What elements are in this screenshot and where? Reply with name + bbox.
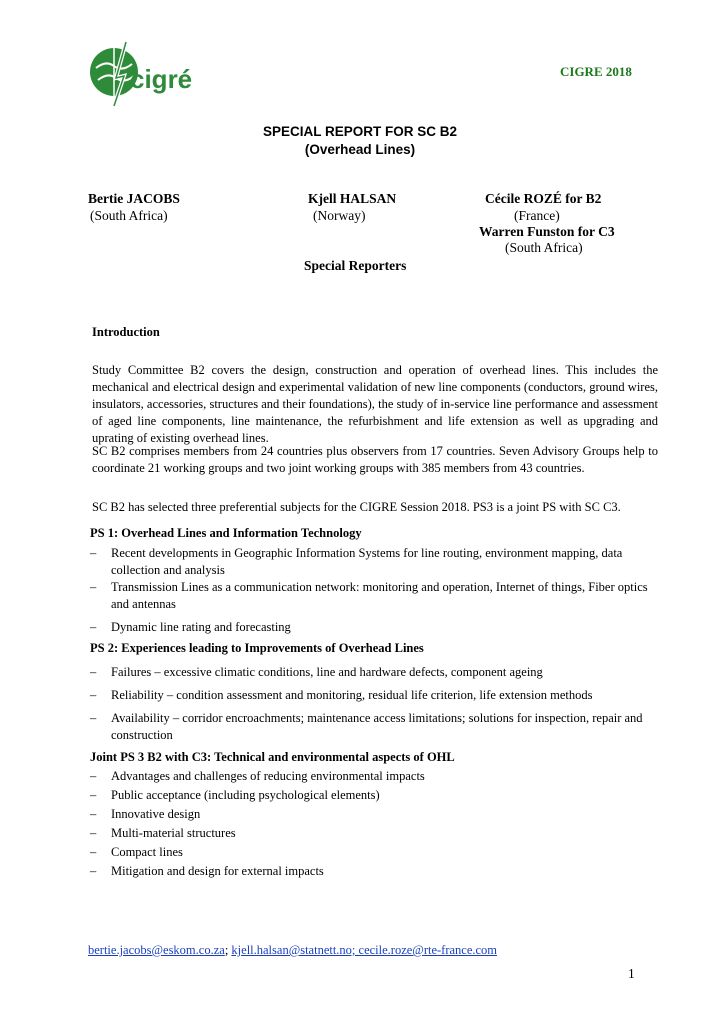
list-item: – Advantages and challenges of reducing environmental impacts xyxy=(90,767,660,786)
special-reporters-label: Special Reporters xyxy=(304,258,407,273)
ps2-heading: PS 2: Experiences leading to Improvements of Overhead Lines xyxy=(90,641,424,655)
list-item: – Public acceptance (including psychological elements) xyxy=(90,786,660,805)
author-country: (South Africa) xyxy=(505,240,583,255)
email-link[interactable]: kjell.halsan@statnett.no; cecile.roze@rte-france.com xyxy=(231,943,498,957)
list-item: – Mitigation and design for external impacts xyxy=(90,862,660,881)
list-item: – Compact lines xyxy=(90,843,660,862)
email-separator: ; xyxy=(224,943,229,957)
author-country: (France) xyxy=(514,208,560,223)
report-title: SPECIAL REPORT FOR SC B2 xyxy=(262,124,458,139)
dash-icon: – xyxy=(90,711,97,725)
cigre-year-label: CIGRE 2018 xyxy=(560,64,632,79)
dash-icon: – xyxy=(90,580,97,594)
list-item: – Recent developments in Geographic Information Systems for line routing, environment mapping, data collection and analysis xyxy=(90,546,623,577)
cigre-logo xyxy=(86,38,196,110)
author-name: Cécile ROZÉ for B2 xyxy=(485,191,602,206)
dash-icon: – xyxy=(90,769,97,783)
email-link[interactable]: bertie.jacobs@eskom.co.za xyxy=(88,943,225,957)
ps1-heading: PS 1: Overhead Lines and Information Technology xyxy=(90,526,362,540)
dash-icon: – xyxy=(90,546,97,560)
dash-icon: – xyxy=(90,807,97,821)
ps3-list xyxy=(90,767,660,881)
intro-heading: Introduction xyxy=(92,325,160,339)
report-subtitle: (Overhead Lines) xyxy=(304,142,416,157)
dash-icon: – xyxy=(90,788,97,802)
dash-icon: – xyxy=(90,665,97,679)
page-number: 1 xyxy=(628,966,635,981)
intro-paragraph: SC B2 has selected three preferential subjects for the CIGRE Session 2018. PS3 is a joint PS with SC C3. xyxy=(92,500,621,514)
list-item: – Dynamic line rating and forecasting xyxy=(90,620,291,634)
author-country: (Norway) xyxy=(313,208,366,223)
dash-icon: – xyxy=(90,845,97,859)
intro-paragraph: SC B2 comprises members from 24 countries plus observers from 17 countries. Seven Advisory Groups help to coordinate 21 working groups and two joint working groups with 385 members from 43 countries. xyxy=(92,444,658,475)
author-name: Kjell HALSAN xyxy=(308,191,397,206)
list-item: – Innovative design xyxy=(90,805,660,824)
dash-icon: – xyxy=(90,826,97,840)
list-item: – Multi-material structures xyxy=(90,824,660,843)
author-name: Warren Funston for C3 xyxy=(479,224,615,239)
logo-text: cigré xyxy=(130,64,193,94)
author-name: Bertie JACOBS xyxy=(88,191,180,206)
list-item: – Availability – corridor encroachments; maintenance access limitations; solutions for inspection, repair and construction xyxy=(90,711,643,742)
dash-icon: – xyxy=(90,688,97,702)
list-item: – Reliability – condition assessment and monitoring, residual life criterion, life extension methods xyxy=(90,688,593,702)
author-country: (South Africa) xyxy=(90,208,168,223)
cigre-logo-icon xyxy=(86,38,196,110)
ps2-list xyxy=(90,664,660,744)
list-item: – Failures – excessive climatic conditions, line and hardware defects, component ageing xyxy=(90,665,543,679)
ps3-heading: Joint PS 3 B2 with C3: Technical and environmental aspects of OHL xyxy=(90,750,455,764)
ps1-list xyxy=(90,545,660,636)
list-item: – Transmission Lines as a communication network: monitoring and operation, Internet of things, Fiber optics and antennas xyxy=(90,580,648,611)
footer-contacts xyxy=(88,943,497,958)
dash-icon: – xyxy=(90,864,97,878)
dash-icon: – xyxy=(90,620,97,634)
intro-paragraph: Study Committee B2 covers the design, construction and operation of overhead lines. This includes the mechanical and electrical design and experimental validation of new line components (conductors, ground wires, insulators, accessories, structures and their foundations), the study of in-service line performance and assessment of aged line components, line maintenance, the refurbishment and life extension as well as upgrading and uprating of existing overhead lines. xyxy=(92,363,658,445)
